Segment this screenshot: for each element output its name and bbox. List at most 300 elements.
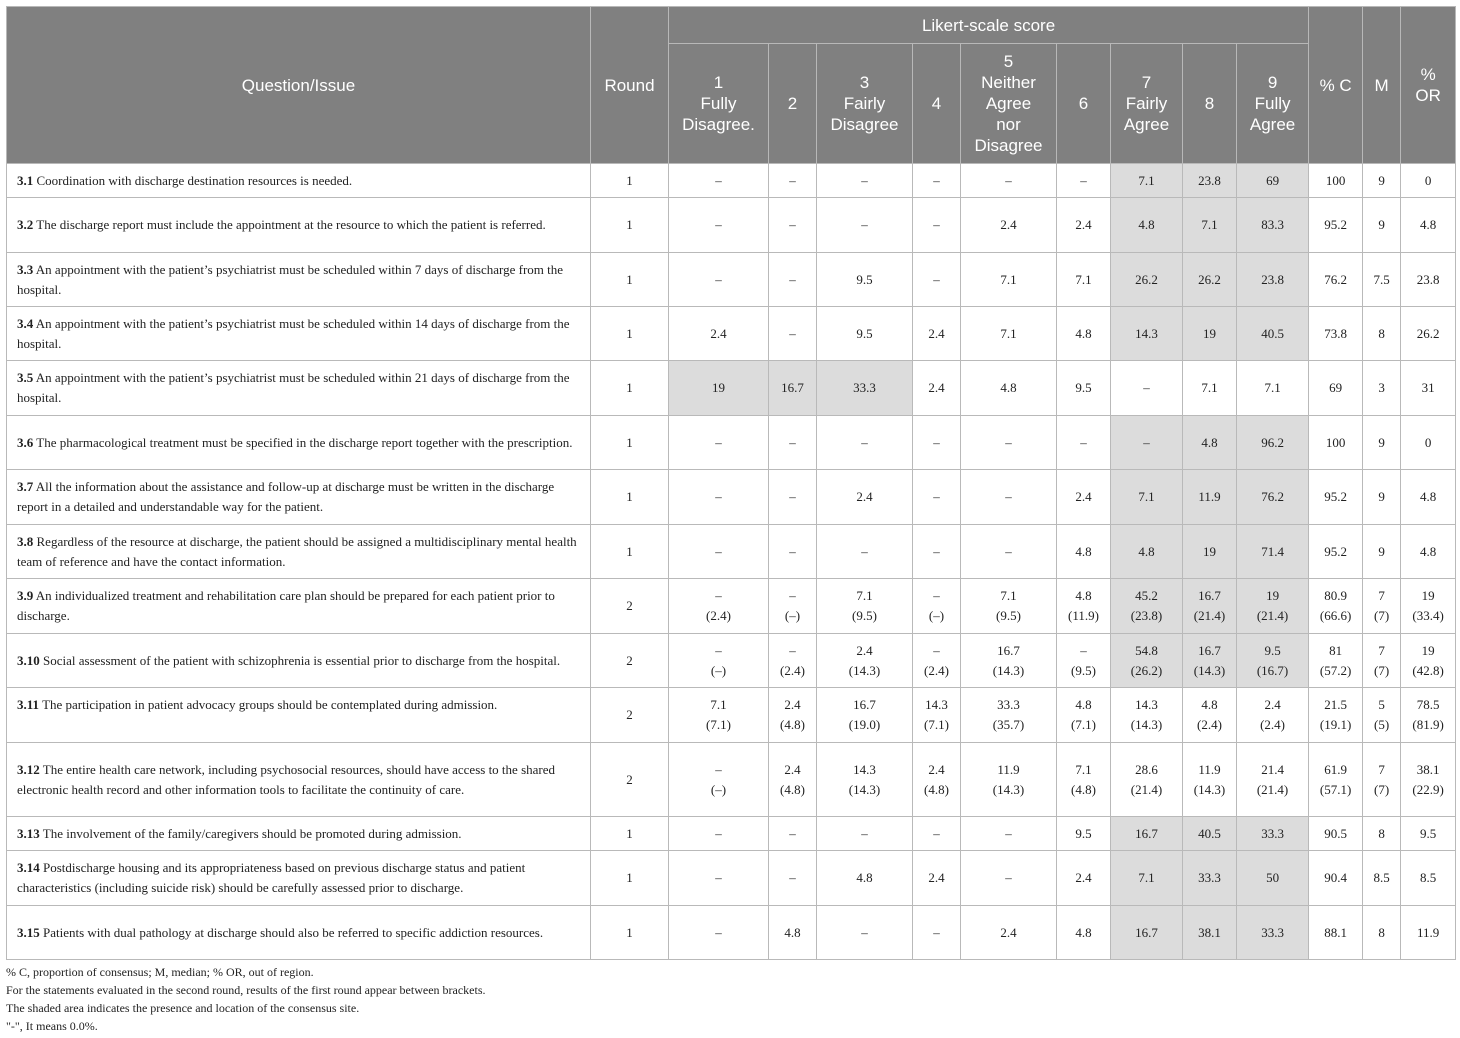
score-cell-8 xyxy=(1183,634,1237,688)
score-value: 7.1 xyxy=(1264,380,1281,395)
question-number: 3.4 xyxy=(17,315,34,331)
median-cell-value: 7 xyxy=(1378,642,1385,658)
score-cell-7 xyxy=(1111,525,1183,579)
score-value: 4.8 xyxy=(1075,325,1092,341)
question-cell xyxy=(7,634,591,688)
score-cell-8 xyxy=(1183,416,1237,470)
score-value: – xyxy=(789,271,796,287)
score-value: 2.4 xyxy=(928,761,945,777)
score-cell-9 xyxy=(1237,851,1309,906)
score-value: 21.4 xyxy=(1261,761,1284,777)
score-value: 2.4 xyxy=(928,870,945,885)
consensus-cell xyxy=(1309,688,1363,743)
score-value: – xyxy=(933,489,940,504)
footnote: The shaded area indicates the presence and location of the consensus site. xyxy=(6,1001,360,1015)
consensus-cell xyxy=(1309,525,1363,579)
header-likert: Likert-scale score xyxy=(669,7,1309,44)
out-of-region-cell xyxy=(1401,688,1456,743)
header-score-line: Fairly xyxy=(843,94,886,113)
score-cell-6 xyxy=(1057,579,1111,634)
median-cell-value: 3 xyxy=(1378,380,1385,395)
score-cell-9 xyxy=(1237,253,1309,307)
score-cell-7 xyxy=(1111,198,1183,253)
question-cell xyxy=(7,688,591,743)
score-value: 16.7 xyxy=(1135,924,1158,940)
question-cell xyxy=(7,470,591,525)
score-value: – xyxy=(715,761,722,777)
median-cell xyxy=(1363,743,1401,817)
score-cell-9 xyxy=(1237,817,1309,851)
score-cell-9 xyxy=(1237,688,1309,743)
score-value: (9.5) xyxy=(852,608,877,623)
score-cell-1 xyxy=(669,688,769,743)
score-cell-2 xyxy=(769,361,817,416)
score-cell-5 xyxy=(961,361,1057,416)
footnote: "-", It means 0.0%. xyxy=(6,1019,98,1033)
score-value: (21.4) xyxy=(1256,608,1289,623)
header-score-line: 4 xyxy=(931,94,942,113)
score-value: (7.1) xyxy=(924,717,949,732)
median-cell-value: 9 xyxy=(1378,172,1385,188)
score-cell-9 xyxy=(1237,470,1309,525)
round-cell: 2 xyxy=(591,579,669,634)
score-value: 7.1 xyxy=(1138,870,1155,885)
out-of-region-cell xyxy=(1401,470,1456,525)
score-cell-3 xyxy=(817,817,913,851)
consensus-cell xyxy=(1309,416,1363,470)
out-of-region-cell xyxy=(1401,817,1456,851)
consensus-cell xyxy=(1309,743,1363,817)
score-value: – xyxy=(1005,434,1012,450)
score-value: – xyxy=(715,924,722,940)
score-value: (4.8) xyxy=(780,781,805,797)
score-cell-8 xyxy=(1183,906,1237,960)
score-cell-3 xyxy=(817,198,913,253)
score-value: 4.8 xyxy=(1075,588,1092,603)
consensus-cell-value: 76.2 xyxy=(1324,271,1347,287)
score-value: 33.3 xyxy=(1261,825,1284,841)
header-round: Round xyxy=(591,7,669,164)
out-of-region-cell xyxy=(1401,416,1456,470)
median-cell-value: 8.5 xyxy=(1373,870,1390,885)
consensus-cell-value: 95.2 xyxy=(1324,489,1347,504)
score-cell-8 xyxy=(1183,525,1237,579)
consensus-cell xyxy=(1309,906,1363,960)
question-text: Coordination with discharge destination resources is needed. xyxy=(36,172,353,188)
score-value: – xyxy=(789,588,796,603)
score-cell-3 xyxy=(817,307,913,361)
score-value: (14.3) xyxy=(848,662,881,678)
score-value: 2.4 xyxy=(928,380,945,395)
score-cell-4 xyxy=(913,307,961,361)
score-cell-5 xyxy=(961,579,1057,634)
question-cell xyxy=(7,361,591,416)
header-m: M xyxy=(1363,7,1401,164)
score-value: – xyxy=(789,543,796,559)
score-cell-1 xyxy=(669,307,769,361)
round-cell: 1 xyxy=(591,906,669,960)
header-score-5 xyxy=(961,44,1057,164)
out-of-region-cell-value: 23.8 xyxy=(1416,271,1440,287)
header-score-line: 6 xyxy=(1078,94,1089,113)
score-value: 4.8 xyxy=(1201,697,1218,712)
score-cell-4 xyxy=(913,817,961,851)
median-cell xyxy=(1363,525,1401,579)
question-cell xyxy=(7,164,591,198)
score-cell-8 xyxy=(1183,470,1237,525)
out-of-region-cell xyxy=(1401,851,1456,906)
score-value: – xyxy=(1080,172,1087,188)
median-cell-value: 9 xyxy=(1378,543,1385,559)
score-value: 9.5 xyxy=(1075,380,1092,395)
score-value: – xyxy=(933,588,940,603)
score-cell-8 xyxy=(1183,307,1237,361)
score-value: – xyxy=(789,217,796,232)
question-text: An appointment with the patient’s psychiatrist must be scheduled within 14 days of discharge from the hospital. xyxy=(17,315,570,351)
score-value: – xyxy=(1005,543,1012,559)
header-score-line: Agree xyxy=(1249,115,1296,134)
score-value: 16.7 xyxy=(781,380,804,395)
score-cell-2 xyxy=(769,470,817,525)
out-of-region-cell-value: (42.8) xyxy=(1412,662,1444,678)
question-cell xyxy=(7,416,591,470)
score-cell-6 xyxy=(1057,307,1111,361)
score-cell-9 xyxy=(1237,198,1309,253)
score-value: 7.1 xyxy=(1000,588,1017,603)
score-value: – xyxy=(933,271,940,287)
score-cell-8 xyxy=(1183,851,1237,906)
score-value: – xyxy=(1005,825,1012,841)
consensus-cell xyxy=(1309,470,1363,525)
score-cell-4 xyxy=(913,743,961,817)
score-value: – xyxy=(789,325,796,341)
score-value: – xyxy=(715,642,722,658)
score-value: – xyxy=(715,489,722,504)
header-score-line: Agree xyxy=(985,94,1032,113)
question-number: 3.15 xyxy=(17,924,40,940)
question-text: The participation in patient advocacy groups should be contemplated during admission. xyxy=(42,697,498,712)
score-value: 9.5 xyxy=(856,271,873,287)
score-value: 4.8 xyxy=(1138,543,1155,559)
round-cell: 1 xyxy=(591,851,669,906)
header-or-line: % xyxy=(1420,65,1436,84)
score-cell-9 xyxy=(1237,361,1309,416)
score-value: 2.4 xyxy=(928,325,945,341)
score-cell-7 xyxy=(1111,361,1183,416)
table-row xyxy=(7,198,1456,253)
score-value: – xyxy=(933,825,940,841)
score-cell-2 xyxy=(769,851,817,906)
score-value: 14.3 xyxy=(1135,325,1158,341)
score-value: (2.4) xyxy=(1197,717,1222,732)
consensus-cell-value: 69 xyxy=(1329,380,1343,395)
score-value: 7.1 xyxy=(1138,172,1155,188)
question-number: 3.12 xyxy=(17,761,40,777)
score-value: 23.8 xyxy=(1261,271,1284,287)
out-of-region-cell-value: 31 xyxy=(1421,380,1435,395)
round-cell: 1 xyxy=(591,307,669,361)
score-value: – xyxy=(1143,434,1150,450)
question-cell xyxy=(7,906,591,960)
score-value: 69 xyxy=(1266,172,1280,188)
out-of-region-cell xyxy=(1401,253,1456,307)
score-value: 28.6 xyxy=(1135,761,1158,777)
score-cell-7 xyxy=(1111,851,1183,906)
score-cell-2 xyxy=(769,164,817,198)
score-value: – xyxy=(861,434,868,450)
table-row xyxy=(7,416,1456,470)
round-cell: 1 xyxy=(591,253,669,307)
score-value: 26.2 xyxy=(1198,271,1221,287)
score-cell-1 xyxy=(669,743,769,817)
median-cell-value: 7 xyxy=(1378,761,1385,777)
table-row xyxy=(7,579,1456,634)
score-cell-9 xyxy=(1237,307,1309,361)
round-cell: 1 xyxy=(591,198,669,253)
median-cell-value: 7 xyxy=(1378,588,1385,603)
median-cell-value: 8 xyxy=(1378,825,1385,841)
median-cell-value: 9 xyxy=(1378,434,1385,450)
score-value: – xyxy=(933,434,940,450)
score-cell-1 xyxy=(669,525,769,579)
question-text: The involvement of the family/caregivers should be promoted during admission. xyxy=(42,825,462,841)
median-cell xyxy=(1363,851,1401,906)
out-of-region-cell xyxy=(1401,307,1456,361)
score-value: (2.4) xyxy=(780,662,805,678)
score-cell-5 xyxy=(961,634,1057,688)
consensus-cell-value: 90.5 xyxy=(1324,825,1347,841)
score-cell-2 xyxy=(769,906,817,960)
consensus-cell-value: 100 xyxy=(1325,434,1346,450)
median-cell xyxy=(1363,361,1401,416)
score-cell-4 xyxy=(913,198,961,253)
score-value: (11.9) xyxy=(1068,608,1099,623)
score-value: (4.8) xyxy=(1071,781,1096,797)
score-value: 7.1 xyxy=(1075,761,1092,777)
median-cell xyxy=(1363,307,1401,361)
score-value: 83.3 xyxy=(1261,217,1284,232)
round-cell: 1 xyxy=(591,164,669,198)
question-text: The entire health care network, including psychosocial resources, should have access to the shared electronic health record and other information tools to facilitate the continuity of care. xyxy=(17,761,555,797)
score-cell-5 xyxy=(961,416,1057,470)
score-value: 11.9 xyxy=(1198,489,1221,504)
score-value: 33.3 xyxy=(853,380,876,395)
score-cell-6 xyxy=(1057,817,1111,851)
score-cell-1 xyxy=(669,198,769,253)
out-of-region-cell-value: 19 xyxy=(1421,642,1435,658)
consensus-cell-value: 88.1 xyxy=(1324,924,1347,940)
score-value: 9.5 xyxy=(856,325,873,341)
score-cell-4 xyxy=(913,579,961,634)
median-cell xyxy=(1363,416,1401,470)
consensus-cell xyxy=(1309,198,1363,253)
out-of-region-cell-value: 78.5 xyxy=(1416,697,1440,712)
median-cell-value: (5) xyxy=(1374,717,1390,732)
score-value: 4.8 xyxy=(1075,543,1092,559)
score-value: – xyxy=(715,588,722,603)
table-row xyxy=(7,525,1456,579)
consensus-cell-value: 73.8 xyxy=(1324,325,1347,341)
consensus-cell xyxy=(1309,164,1363,198)
out-of-region-cell-value: 11.9 xyxy=(1416,924,1440,940)
question-number: 3.9 xyxy=(17,588,34,603)
score-value: (7.1) xyxy=(1071,717,1096,732)
score-value: – xyxy=(715,825,722,841)
score-cell-5 xyxy=(961,307,1057,361)
score-value: 11.9 xyxy=(1198,761,1221,777)
score-cell-2 xyxy=(769,416,817,470)
consensus-cell-value: 80.9 xyxy=(1324,588,1347,603)
header-pc: % C xyxy=(1309,7,1363,164)
header-score-9 xyxy=(1237,44,1309,164)
median-cell xyxy=(1363,164,1401,198)
score-value: 4.8 xyxy=(1075,924,1092,940)
out-of-region-cell-value: 38.1 xyxy=(1416,761,1440,777)
score-value: – xyxy=(789,870,796,885)
median-cell xyxy=(1363,579,1401,634)
question-text: Social assessment of the patient with schizophrenia is essential prior to discharge from the hospital. xyxy=(43,652,561,668)
score-value: – xyxy=(715,543,722,559)
score-cell-5 xyxy=(961,743,1057,817)
question-text: The pharmacological treatment must be specified in the discharge report together with the prescription. xyxy=(36,434,573,450)
score-cell-3 xyxy=(817,470,913,525)
table-row xyxy=(7,906,1456,960)
out-of-region-cell-value: 26.2 xyxy=(1416,325,1440,341)
score-value: 33.3 xyxy=(1261,924,1284,940)
score-value: (35.7) xyxy=(992,717,1025,732)
score-value: 2.4 xyxy=(1075,870,1092,885)
median-cell-value: 5 xyxy=(1378,697,1385,712)
score-value: 4.8 xyxy=(1000,380,1017,395)
score-value: – xyxy=(861,543,868,559)
question-text: All the information about the assistance and follow-up at discharge must be written in the discharge report in a detailed and understandable way for the patient. xyxy=(17,479,555,514)
score-cell-3 xyxy=(817,634,913,688)
score-value: 2.4 xyxy=(1000,924,1017,940)
score-value: (2.4) xyxy=(706,608,731,623)
score-value: 2.4 xyxy=(856,489,873,504)
header-score-3 xyxy=(817,44,913,164)
score-value: 23.8 xyxy=(1198,172,1221,188)
score-cell-5 xyxy=(961,817,1057,851)
score-cell-5 xyxy=(961,851,1057,906)
consensus-cell-value: 90.4 xyxy=(1324,870,1347,885)
score-cell-3 xyxy=(817,851,913,906)
score-value: – xyxy=(715,434,722,450)
score-value: 7.1 xyxy=(856,588,873,603)
score-cell-1 xyxy=(669,416,769,470)
question-number: 3.2 xyxy=(17,217,34,232)
score-cell-3 xyxy=(817,361,913,416)
score-value: 4.8 xyxy=(1075,697,1092,712)
consensus-cell-value: (66.6) xyxy=(1319,608,1352,623)
round-cell: 2 xyxy=(591,688,669,743)
score-cell-3 xyxy=(817,164,913,198)
median-cell-value: 8 xyxy=(1378,924,1385,940)
score-value: (21.4) xyxy=(1256,781,1289,797)
score-value: 2.4 xyxy=(856,642,873,658)
score-cell-4 xyxy=(913,470,961,525)
score-cell-8 xyxy=(1183,688,1237,743)
median-cell xyxy=(1363,688,1401,743)
out-of-region-cell-value: 8.5 xyxy=(1420,870,1437,885)
header-score-line: Disagree xyxy=(974,136,1043,155)
score-cell-9 xyxy=(1237,906,1309,960)
score-value: 7.1 xyxy=(710,697,727,712)
score-value: 33.3 xyxy=(997,697,1020,712)
median-cell-value: (7) xyxy=(1374,608,1390,623)
score-cell-8 xyxy=(1183,198,1237,253)
consensus-cell xyxy=(1309,851,1363,906)
score-cell-6 xyxy=(1057,164,1111,198)
score-value: – xyxy=(1143,380,1150,395)
score-cell-3 xyxy=(817,525,913,579)
score-cell-1 xyxy=(669,470,769,525)
question-text: Postdischarge housing and its appropriateness based on previous discharge status and patient characteristics (including suicide risk) should be carefully assessed prior to discharge. xyxy=(17,860,526,895)
score-value: (–) xyxy=(928,608,945,623)
median-cell-value: (7) xyxy=(1374,781,1390,797)
score-value: 11.9 xyxy=(997,761,1020,777)
score-cell-1 xyxy=(669,361,769,416)
score-cell-7 xyxy=(1111,743,1183,817)
score-cell-7 xyxy=(1111,579,1183,634)
score-cell-6 xyxy=(1057,470,1111,525)
table-header xyxy=(7,7,1456,164)
score-value: – xyxy=(861,217,868,232)
out-of-region-cell-value: 4.8 xyxy=(1420,489,1437,504)
question-cell xyxy=(7,851,591,906)
score-value: – xyxy=(933,217,940,232)
header-score-line: Fully xyxy=(700,94,737,113)
header-score-8 xyxy=(1183,44,1237,164)
score-cell-6 xyxy=(1057,634,1111,688)
score-value: 16.7 xyxy=(853,697,876,712)
score-cell-5 xyxy=(961,525,1057,579)
score-value: 26.2 xyxy=(1135,271,1158,287)
consensus-cell-value: 100 xyxy=(1325,172,1346,188)
median-cell-value: (7) xyxy=(1374,662,1390,678)
score-value: – xyxy=(1005,870,1012,885)
header-score-line: 2 xyxy=(787,94,798,113)
score-value: (21.4) xyxy=(1193,608,1226,623)
score-value: 16.7 xyxy=(1198,642,1221,658)
score-cell-3 xyxy=(817,906,913,960)
round-cell: 1 xyxy=(591,470,669,525)
score-value: 19 xyxy=(1203,325,1216,341)
consensus-cell-value: 61.9 xyxy=(1324,761,1347,777)
score-cell-3 xyxy=(817,688,913,743)
median-cell xyxy=(1363,253,1401,307)
median-cell-value: 9 xyxy=(1378,217,1385,232)
score-cell-4 xyxy=(913,253,961,307)
consensus-cell xyxy=(1309,361,1363,416)
question-number: 3.11 xyxy=(17,697,40,712)
score-value: – xyxy=(715,172,722,188)
score-value: 54.8 xyxy=(1135,642,1158,658)
round-cell: 2 xyxy=(591,634,669,688)
score-cell-6 xyxy=(1057,361,1111,416)
score-cell-8 xyxy=(1183,743,1237,817)
question-number: 3.14 xyxy=(17,860,40,875)
score-value: 7.1 xyxy=(1201,380,1218,395)
score-value: (–) xyxy=(784,608,801,623)
score-cell-9 xyxy=(1237,525,1309,579)
question-number: 3.10 xyxy=(17,652,40,668)
score-value: 16.7 xyxy=(1198,588,1221,603)
header-question: Question/Issue xyxy=(7,7,591,164)
table-row xyxy=(7,470,1456,525)
score-cell-4 xyxy=(913,361,961,416)
score-value: 16.7 xyxy=(1135,825,1158,841)
